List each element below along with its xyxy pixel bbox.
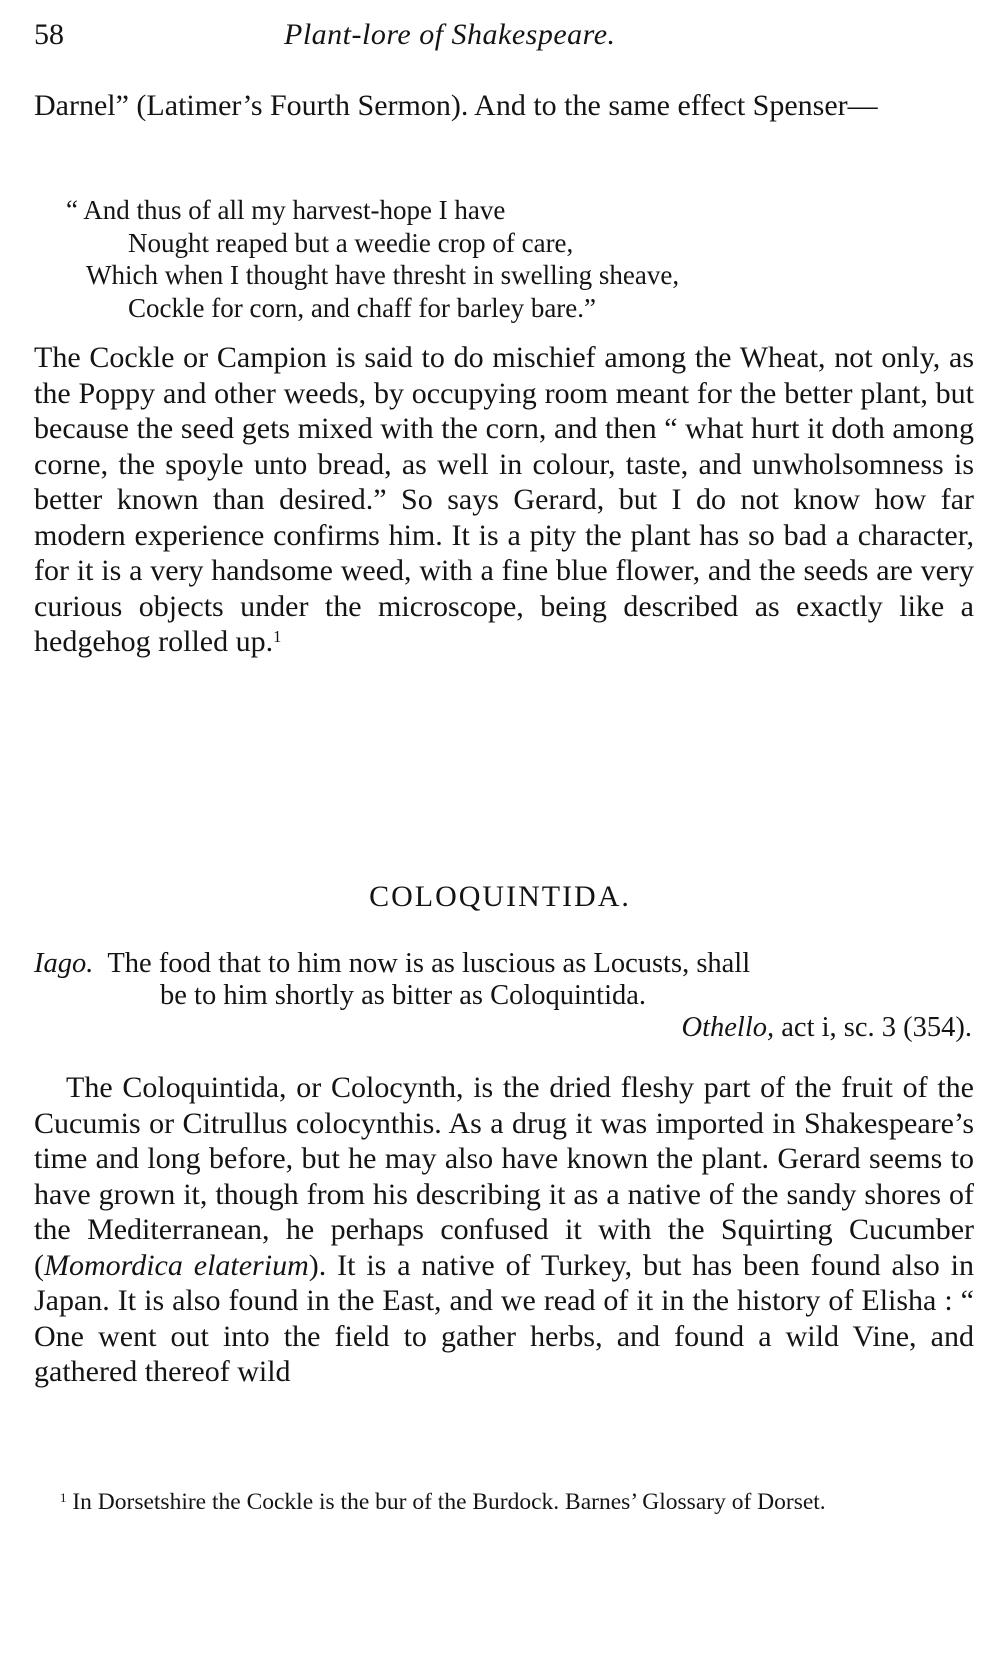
footnote-mark: 1 [60, 1489, 67, 1505]
paragraph-coloquintida [34, 1070, 974, 1390]
taxon-name: Momordica elaterium [44, 1248, 309, 1282]
quote-line-1 [34, 948, 974, 980]
section-heading: COLOQUINTIDA. [369, 880, 631, 913]
quote-speaker: Iago. [34, 948, 94, 979]
citation-play: Othello, [681, 1012, 775, 1043]
paragraph-coloquintida-text-2: ). It is a native of Turkey, but has been found also in Japan. It is also found in the East, and we read of it in the history of Elisha : “ One went out into the field to gather herbs, and found a wild Vine, and gathered thereof wild [34, 1248, 975, 1388]
footnote-text: In Dorsetshire the Cockle is the bur of the Burdock. Barnes’ Glossary of Dorset. [72, 1489, 826, 1515]
page-number: 58 [34, 18, 64, 51]
footnote [34, 1488, 974, 1517]
paragraph-cockle-text: The Cockle or Campion is said to do mischief among the Wheat, not only, as the Poppy and other weeds, by occupying room meant for the better plant, but because the seed gets mixed with the corn, and then “ what hurt it doth among corne, the spoyle unto bread, as well in colour, taste, and unwholsomness is better known than desired.” So says Gerard, but I do not know how far modern experience confirms him. It is a pity the plant has so bad a character, for it is a very handsome weed, with a fine blue flower, and the seeds are very curious objects under the microscope, being described as exactly like a hedgehog rolled up. [34, 341, 974, 658]
paragraph-darnel: Darnel” (Latimer’s Fourth Sermon). And to the same effect Spenser— [34, 89, 878, 122]
running-title: Plant-lore of Shakespeare. [284, 18, 616, 51]
quote-line-2: be to him shortly as bitter as Coloquintida. [160, 980, 647, 1011]
verse-line-3: Which when I thought have thresht in swelling sheave, [86, 260, 680, 290]
page-header [34, 18, 970, 58]
verse-line-4: Cockle for corn, and chaff for barley bare.” [128, 292, 597, 323]
epigraph-quote [34, 948, 974, 1044]
quote-text-1: The food that to him now is as luscious as Locusts, shall [107, 948, 751, 979]
paragraph-cockle [34, 340, 974, 660]
verse-line-2: Nought reaped but a weedie crop of care, [128, 227, 574, 258]
paragraph-coloquintida-text-1: The Coloquintida, or Colocynth, is the dried fleshy part of the fruit of the Cucumis or Citrullus colocynthis. As a drug it was imported in Shakespeare’s time and long before, but he may also have known the plant. Gerard seems to have grown it, though from his describing it as a native of the sandy shores of the Mediterranean, he perhaps confused it with the Squirting Cucumber ( [34, 1071, 974, 1282]
footnote-reference[interactable]: 1 [273, 626, 282, 646]
verse-line-1: “ And thus of all my harvest-hope I have [66, 195, 506, 225]
quote-citation [34, 1012, 974, 1044]
spenser-verse [66, 194, 946, 324]
citation-reference: act i, sc. 3 (354). [781, 1012, 972, 1043]
